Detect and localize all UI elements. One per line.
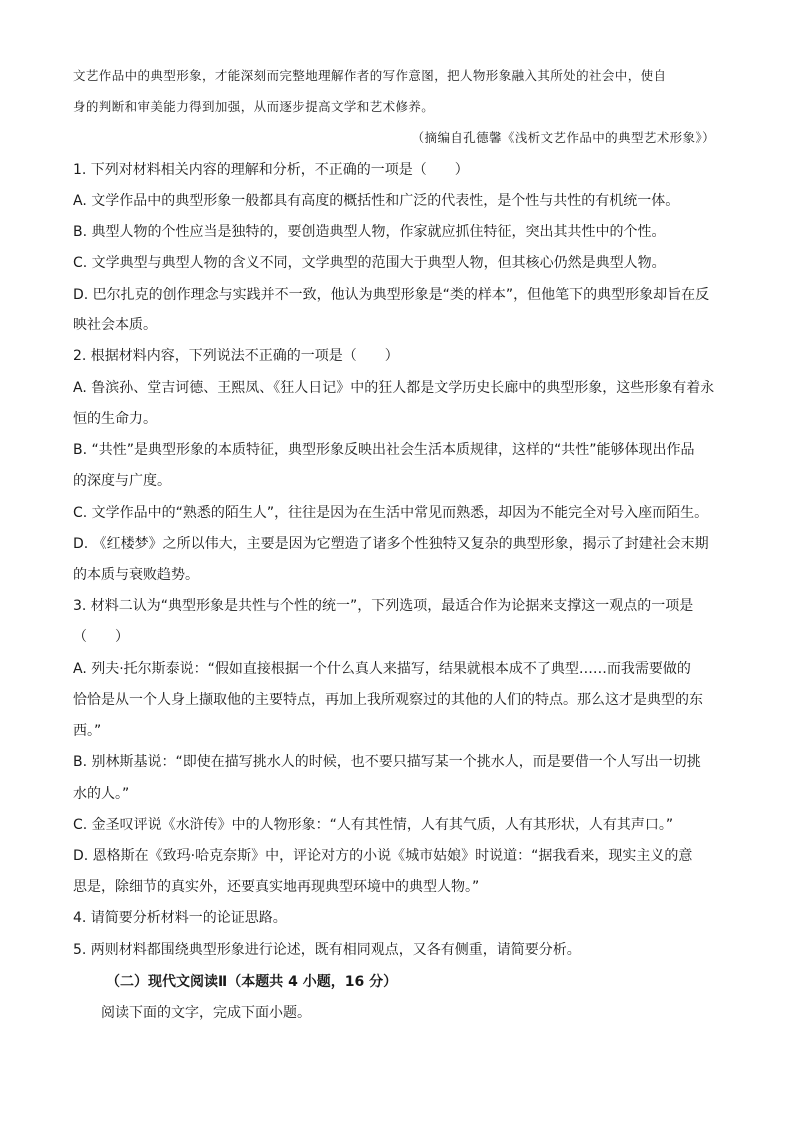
q3-option-d-cont: 思是，除细节的真实外，还要真实地再现典型环境中的典型人物。”	[73, 879, 480, 895]
q1-option-d-cont: 映社会本质。	[73, 317, 157, 333]
passage-line: 文艺作品中的典型形象，才能深刻而完整地理解作者的写作意图，把人物形象融入其所处的社会中，使自	[73, 68, 667, 83]
question-4: 4. 请简要分析材料一的论证思路。	[73, 910, 287, 926]
q3-option-c: C. 金圣叹评说《水浒传》中的人物形象：“人有其性情，人有其气质，人有其形状，人有其声口。”	[73, 817, 674, 833]
q1-option-c: C. 文学典型与典型人物的含义不同，文学典型的范围大于典型人物，但其核心仍然是典型人物。	[73, 255, 666, 271]
q3-option-a-cont: 恰恰是从一个人身上撷取他的主要特点，再加上我所观察过的其他的人们的特点。那么这才是典型的东	[73, 692, 703, 708]
q1-option-a: A. 文学作品中的典型形象一般都具有高度的概括性和广泛的代表性，是个性与共性的有机统一体。	[73, 193, 680, 209]
q3-option-b: B. 别林斯基说：“即使在描写挑水人的时候，也不要只描写某一个挑水人，而是要借一个人写出一切挑	[73, 754, 701, 770]
q3-option-d: D. 恩格斯在《致玛·哈克奈斯》中，评论对方的小说《城市姑娘》时说道：“据我看来，现实主义的意	[73, 848, 693, 864]
passage-line: 身的判断和审美能力得到加强，从而逐步提高文学和艺术修养。	[73, 99, 435, 114]
passage-source: （摘编自孔德馨《浅析文艺作品中的典型艺术形象》）	[411, 130, 715, 145]
q2-option-a: A. 鲁滨孙、堂吉诃德、王熙凤、《狂人日记》中的狂人都是文学历史长廊中的典型形象，这些形象有着永	[73, 380, 715, 396]
question-2-stem: 2. 根据材料内容，下列说法不正确的一项是（ ）	[73, 348, 399, 364]
q1-option-b: B. 典型人物的个性应当是独特的，要创造典型人物，作家就应抓住特征，突出其共性中的个性。	[73, 224, 666, 240]
q2-option-b-cont: 的深度与广度。	[73, 473, 171, 489]
q2-option-b: B. “共性”是典型形象的本质特征，典型形象反映出社会生活本质规律，这样的“共性”能够体现出作品	[73, 442, 695, 458]
q3-option-a: A. 列夫·托尔斯泰说：“假如直接根据一个什么真人来描写，结果就根本成不了典型……而我需要做的	[73, 661, 691, 677]
q3-option-a-cont: 西。”	[73, 723, 102, 739]
q2-option-a-cont: 恒的生命力。	[73, 411, 157, 427]
q2-option-c: C. 文学作品中的“熟悉的陌生人”，往往是因为在生活中常见而熟悉，却因为不能完全对号入座而陌生。	[73, 505, 709, 521]
q1-option-d: D. 巴尔扎克的创作理念与实践并不一致，他认为典型形象是“类的样本”，但他笔下的典型形象却旨在反	[73, 287, 710, 303]
q2-option-d-cont: 的本质与衰败趋势。	[73, 567, 199, 583]
question-3-stem-cont: （ ）	[73, 629, 129, 645]
question-1-stem: 1. 下列对材料相关内容的理解和分析，不正确的一项是（ ）	[73, 162, 469, 178]
question-3-stem: 3. 材料二认为“典型形象是共性与个性的统一”，下列选项，最适合作为论据来支撑这一观点的一项是	[73, 598, 694, 614]
section-heading: （二）现代文阅读Ⅱ（本题共 4 小题，16 分）	[106, 974, 398, 990]
q3-option-b-cont: 水的人。”	[73, 786, 130, 802]
q2-option-d: D. 《红楼梦》之所以伟大，主要是因为它塑造了诸多个性独特又复杂的典型形象，揭示了封建社会末期	[73, 536, 709, 552]
section-instruction: 阅读下面的文字，完成下面小题。	[101, 1005, 311, 1021]
question-5: 5. 两则材料都围绕典型形象进行论述，既有相同观点，又各有侧重，请简要分析。	[73, 942, 581, 958]
